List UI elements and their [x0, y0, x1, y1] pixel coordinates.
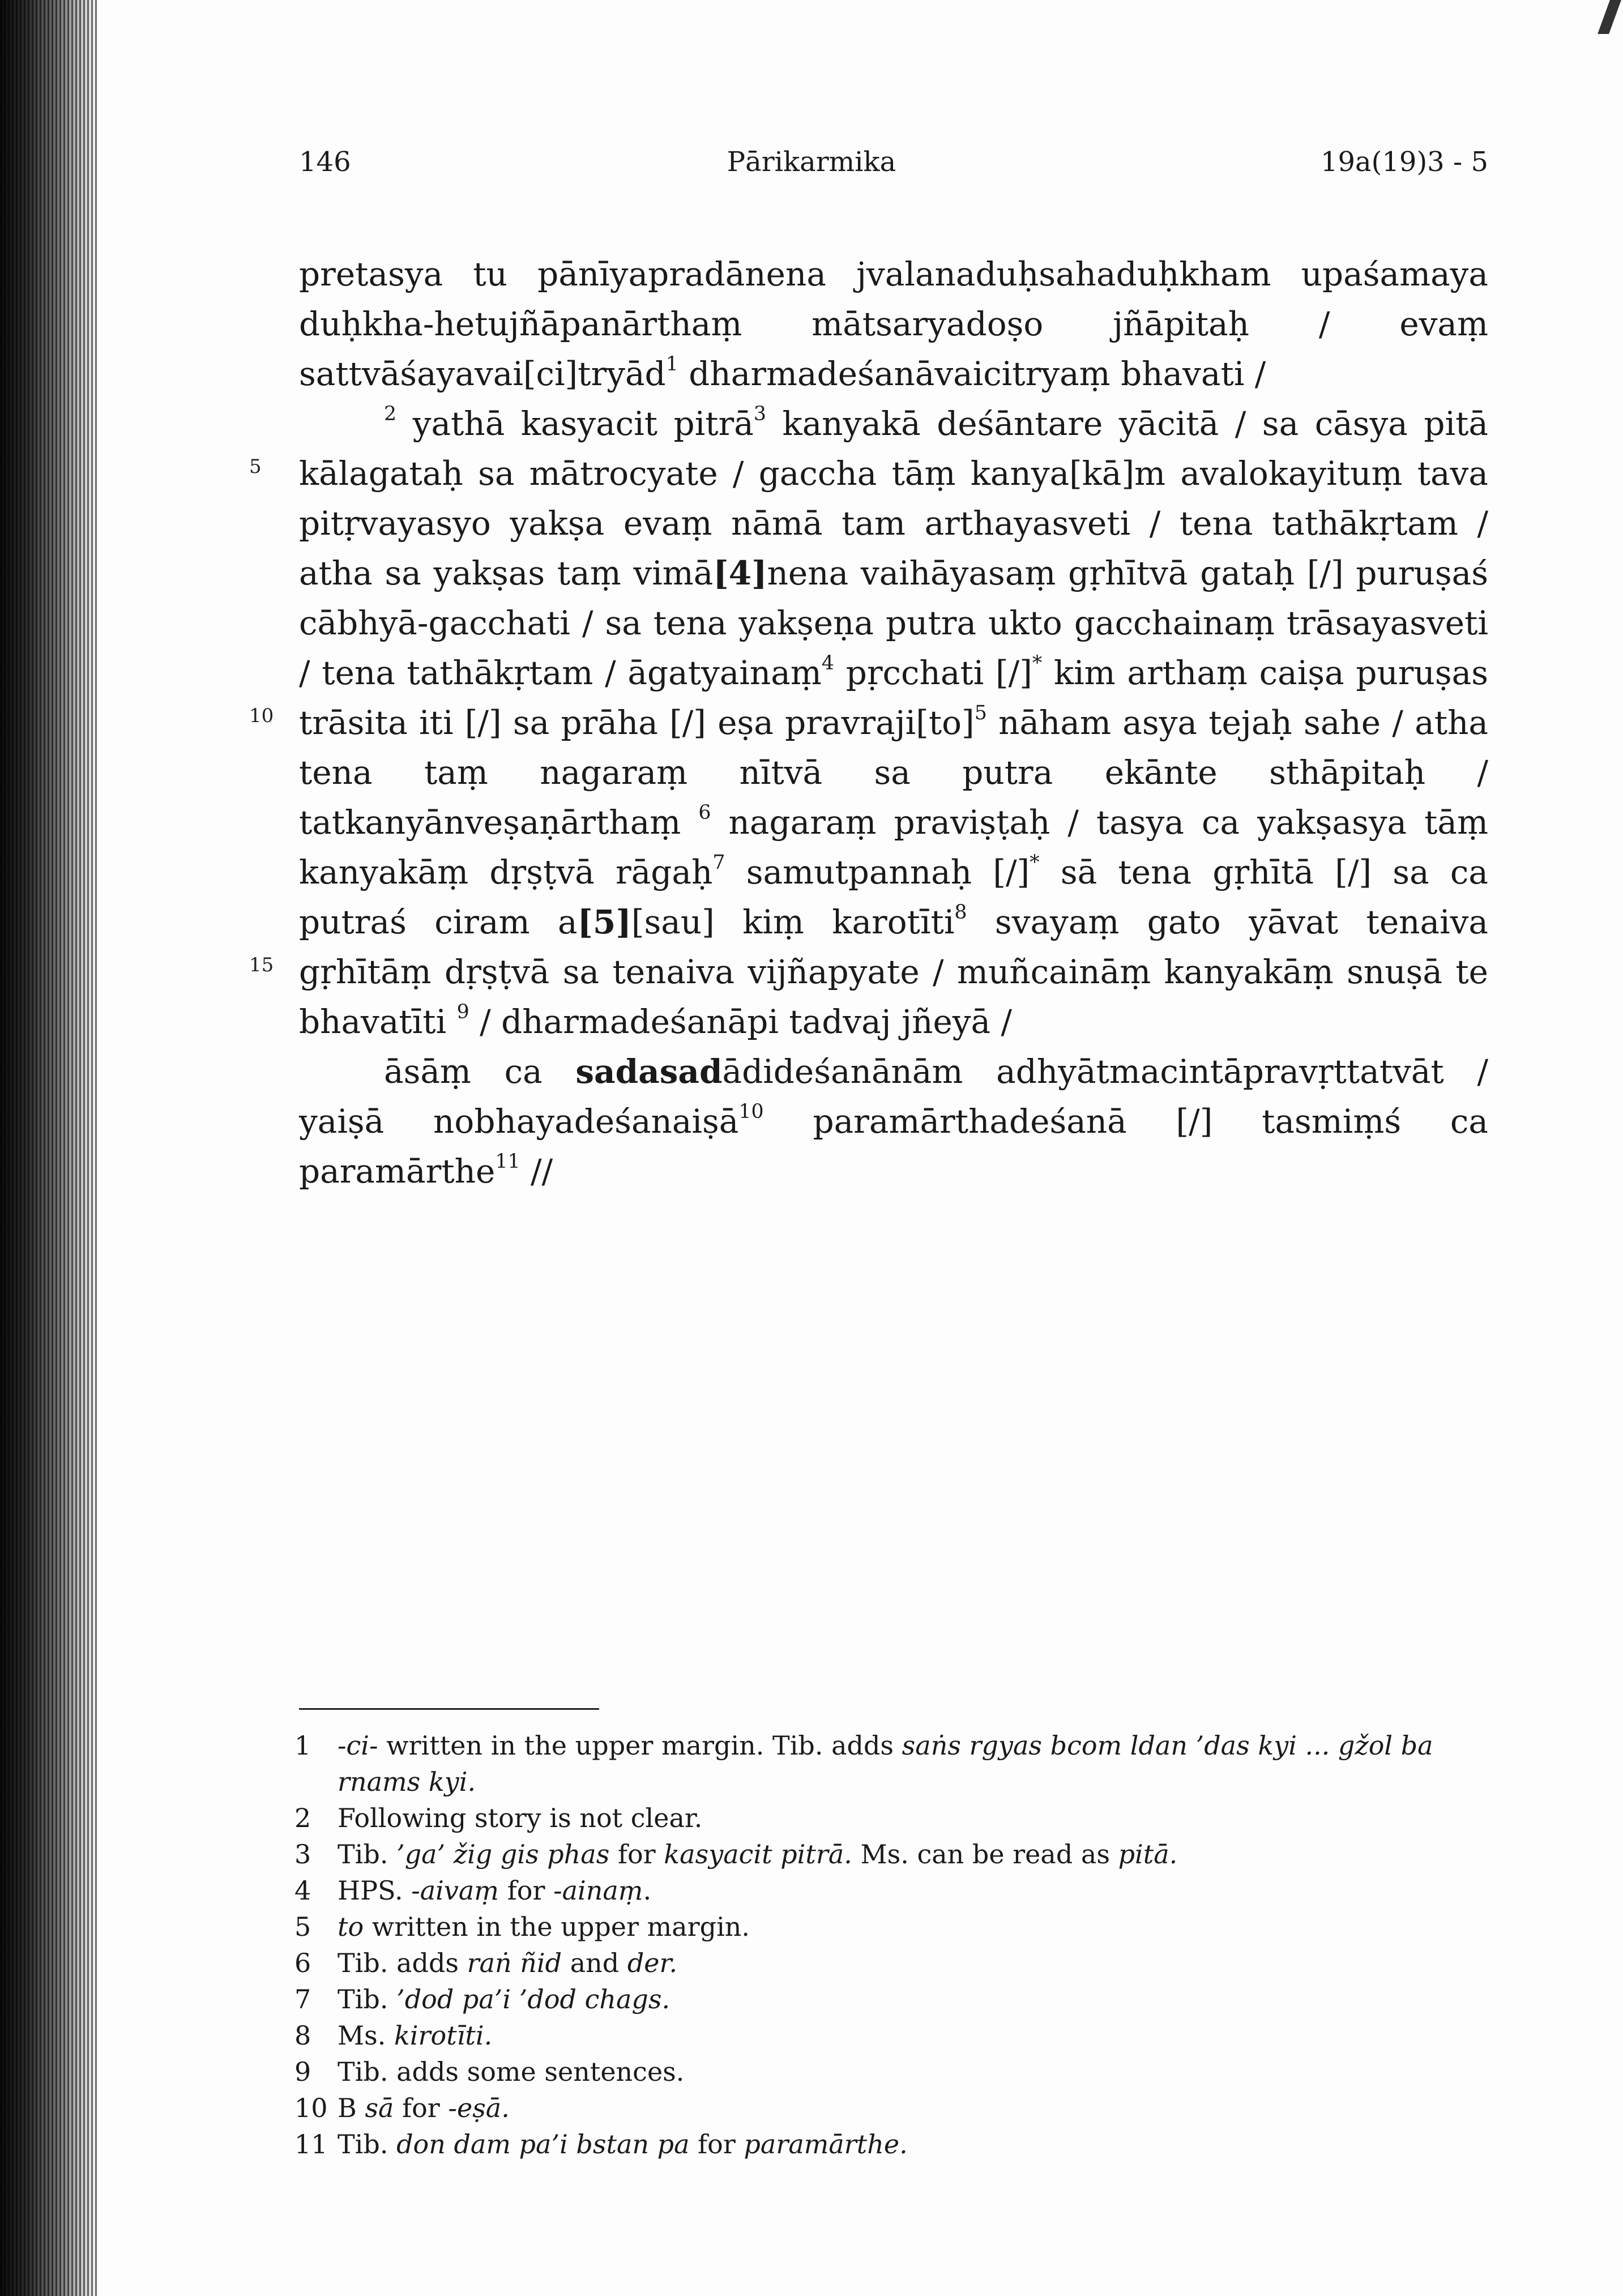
line-number: 10: [249, 705, 274, 727]
footnote: 11 Tib. don dam pa’i bstan pa for paramārthe.: [294, 2129, 908, 2160]
line-number: 5: [249, 455, 262, 478]
footnote: 2 Following story is not clear.: [294, 1803, 703, 1833]
paragraph-1: pretasya tu pānīyapradānena jvalanaduḥsahaduḥkham upaśamaya duḥkha-hetujñāpanārthaṃ mātsaryadoṣo jñāpitaḥ / evaṃ sattvāśayavai[ci]tryād$^1$ dharmadeśanāvaicitryaṃ bhavati /: [299, 255, 1488, 393]
scan-corner-mark: [1598, 0, 1621, 34]
footnote: 9 Tib. adds some sentences.: [294, 2056, 685, 2087]
running-title: Pārikarmika: [727, 146, 896, 178]
line-number: 15: [249, 954, 274, 976]
footnote: 3 Tib. ’ga’ žig gis phas for kasyacit pitrā. Ms. can be read as pitā.: [294, 1839, 1178, 1870]
footnote: 10 B sā for -eṣā.: [294, 2093, 510, 2123]
paragraph-3: āsāṃ ca sadasadādideśanānām adhyātmacintāpravṛttatvāt / yaiṣā nobhayadeśanaiṣā$^{10}$ paramārthadeśanā [/] tasmiṃś ca paramārthe$^{11}$ //: [299, 1052, 1489, 1190]
page-number: 146: [299, 146, 351, 178]
footnote: 6 Tib. adds raṅ ñid and der.: [294, 1948, 678, 1978]
footnote: 1 -ci- written in the upper margin. Tib. adds saṅs rgyas bcom ldan ’das kyi ... gžol ba rnams kyi.: [294, 1730, 1433, 1797]
footnote: 5 to written in the upper margin.: [294, 1911, 750, 1942]
running-head: [0, 140, 1623, 186]
footnote: 7 Tib. ’dod pa’i ’dod chags.: [294, 1984, 670, 2015]
footnote-rule: [299, 1708, 599, 1710]
footnotes: [294, 1727, 1489, 2162]
paragraph-2: $^2$ yathā kasyacit pitrā$^3$ kanyakā deśāntare yācitā / sa cāsya pitā kālagataḥ sa mātrocyate / gaccha tāṃ kanya[kā]m avalokayituṃ tava pitṛvayasyo yakṣa evaṃ nāmā tam arthayasveti / tena tathākṛtam / atha sa yakṣas taṃ vimā[4]nena vaihāyasaṃ gṛhītvā gataḥ [/] puruṣaś cābhyā-gacchati / sa tena yakṣeṇa putra ukto gacchainaṃ trāsayasveti / tena tathākṛtam / āgatyainaṃ$^4$ pṛcchati [/]* kim arthaṃ caiṣa puruṣas trāsita iti [/] sa prāha [/] eṣa pravraji[to]$^5$ nāham asya tejaḥ sahe / atha tena taṃ nagaraṃ nītvā sa putra ekānte sthāpitaḥ / tatkanyānveṣaṇārthaṃ $^6$ nagaraṃ praviṣṭaḥ / tasya ca yakṣasya tāṃ kanyakāṃ dṛṣṭvā rāgaḥ$^7$ samutpannaḥ [/]* sā tena gṛhītā [/] sa ca putraś ciram a[5][sau] kiṃ karotīti$^8$ svayaṃ gato yāvat tenaiva gṛhītāṃ dṛṣṭvā sa tenaiva vijñapyate / muñcaināṃ kanyakāṃ snuṣā te bhavatīti $^9$ / dharmadeśanāpi tadvaj jñeyā /: [299, 402, 1489, 1041]
footnote: 4 HPS. -aivaṃ for -ainaṃ.: [294, 1875, 652, 1906]
book-binding-edge: [0, 0, 99, 2296]
main-text: [299, 249, 1488, 1196]
folio-reference: 19a(19)3 - 5: [1320, 146, 1488, 178]
footnote: 8 Ms. kirotīti.: [294, 2020, 493, 2051]
